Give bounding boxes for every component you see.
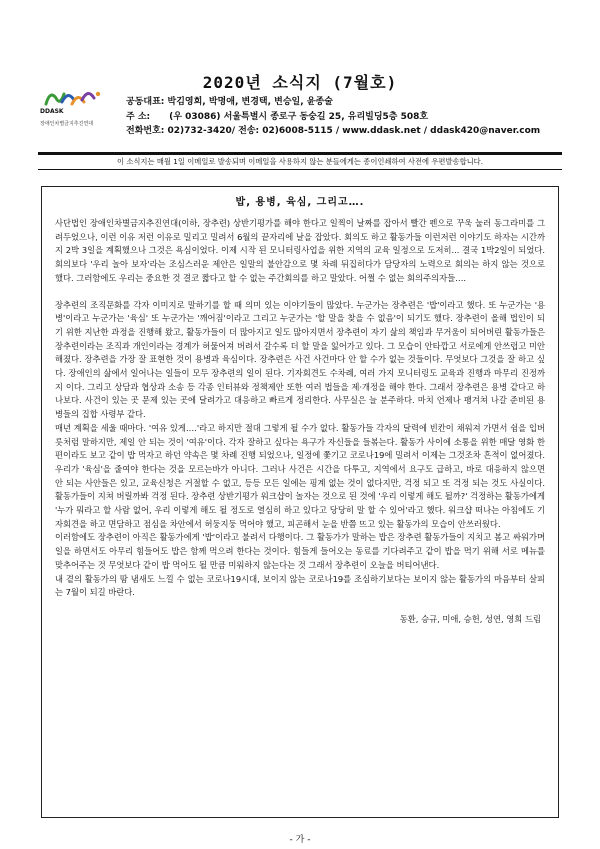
article-paragraph: 이러함에도 장추련이 아직은 활동가에게 '밥'이라고 불려서 다행이다. 그 활동가가 말하는 밥은 장추련 활동가들이 지치고 봄고 싸워가며 일을 하면서도 아무리 힘들어도 밥은 함께 먹으려 한다는 것이다. 힘들게 들어오는 동료를 기다려주고 같이 밥을 먹기 위해 서로 메뉴를 맞추어주는 것 무엇보다 같이 밥 먹어도 될 만큼 미워하지 않는다는 것 그래서 장추련이 오늘을 버티어낸다. [55,532,545,570]
article-box [41,186,559,818]
contact-block [126,95,540,139]
phone-row [126,124,540,139]
article-paragraph: 내 곁의 활동가의 땀 냄새도 느낄 수 없는 코로나19시대, 보이지 않는 코로나19를 조심하기보다는 보이지 않는 활동가의 마음부터 살피는 7월이 되길 바란다. [55,573,545,598]
address-label: 주 소: [126,111,151,122]
page-number: - 가 - [289,835,311,845]
delivery-notice: 이 소식지는 매월 1일 이메일로 발송되며 이메일을 사용하지 않는 분들에게는 종이인쇄하여 사전에 우편발송합니다. [116,157,484,166]
phone-label: 전화번호: [126,126,165,136]
representatives-value: 박김영희, 박명애, 변경택, 변승일, 윤종술 [167,97,333,107]
article-title: 밥, 용병, 육심, 그리고…. [235,197,365,208]
address-row [126,110,540,125]
notice-divider [38,169,562,170]
article-paragraph: 매년 계획을 세울 때마다. '여유 있게….'라고 하지만 절대 그렇게 될 수가 없다. 활동가들 각자의 달력에 빈칸이 채워져 가면서 쉼을 입버릇처럼 말하지만, 제일 안 되는 것이 '여유'이다. 각자 잘하고 싶다는 욕구가 자신들을 들볶는다. 활동가 사이에 소통을 위한 매달 영화 한편이라도 보고 같이 밥 먹자고 하던 약속은 몇 차례 진행 되었으나, 일정에 쫓기고 코로나19에 밀려서 이제는 그것조차 흔적이 없어졌다. 우리가 '육심'을 줄여야 한다는 것을 모르는바가 아니다. 그러나 사건은 시간을 다투고, 지역에서 요구도 급하고, 바로 대응하지 않으면 안 되는 사안들은 있고, 교육신청은 거절할 수 없고, 등등 모든 일에는 핑계 없는 것이 없다지만, 걱정 되고 또 걱정 되는 것도 사실이다. 활동가들이 지쳐 버릴까봐 걱정 된다. 장추련 상반기평가 워크샵이 놀자는 것으로 된 것에 '우리 이렇게 해도 될까?' 걱정하는 활동가에게 '누가 뭐라고 할 사람 없어, 우리 이렇게 해도 될 정도로 열심히 하고 있다고 당당히 말 할 수 있어'라고 했다. 워크샵 떠나는 아침에도 기자회견을 하고 면담하고 점심을 차안에서 허둥지둥 먹어야 했고, 피곤해서 눈을 반쯤 뜨고 있는 활동가의 모습이 안쓰러웠다. [55,422,545,529]
logo-org-name: 장애인차별금지추진연대 [40,121,94,127]
phone-value: 02)732-3420/ 전송: 02)6008-5115 / www.ddask.net / ddask420@naver.com [167,126,541,136]
ddask-logo [40,88,112,140]
logo-brand-text: DDASK [40,108,64,115]
newsletter-title: 2020년 소식지 (7월호) [202,73,398,92]
article-paragraph: 사단법인 장애인차별금지추진연대(이하, 장추련) 상반기평가를 해야 한다고 일찍이 날짜를 잡아서 빨간 펜으로 꾸욱 눌러 동그라미를 그려두었으나, 이런 이유 저런 이유로 밀리고 밀려서 6월의 끝자리에 날을 잡았다. 회의도 하고 활동가들 이런저런 이야기도 하자는 시간까지 2박 3일을 계획했으나 그것은 욕심이었다. 이제 시작 된 모니터링사업을 위한 지역의 교육 일정으로 도저히... 결국 1박2일이 되었다. 회의보다 '우리 놀아 보자'라는 조심스러운 제안은 일말의 불안감으로 몇 차례 뒤집히다가 담당자의 노력으로 회의는 하지 않는 것으로 했다. 그러함에도 우리는 중요한 것 결코 짧다고 할 수 없는 주간회의를 하고 말았다. 어쩔 수 없는 회의주의자들…. [55,218,545,283]
representatives-label: 공동대표: [126,97,165,107]
article-signature: 동환, 승규, 미애, 승헌, 성연, 영희 드림 [399,613,541,624]
address-value: (우 03086) 서울특별시 종로구 동숭길 25, 유리빌딩5층 508호 [169,111,429,122]
article-paragraph: 장추련의 조직문화를 각자 이미지로 말하기를 할 때 의미 있는 이야기들이 많았다. 누군가는 장추련은 '밥'이라고 했다. 또 누군가는 '용병'이라고 누군가는 '육심' 또 누군가는 '깨어짐'이라고 그리고 누군가는 '할 말을 찾을 수 없음'이 되기도 했다. 장추련이 올해 법인이 되기 위한 지난한 과정을 진행해 왔고, 활동가들이 더 많아지고 일도 많아지면서 장추련이 자기 삶의 책임과 무거움이 되어버린 활동가들은 장추련이라는 조직과 개인이라는 경계가 허물어져 버려서 갈수록 더 할 말을 잃어가고 있다. 그 모습이 안타깝고 서로에게 안쓰럽고 미안해졌다. 장추련을 가장 잘 표현한 것이 용병과 육심이다. 장추련은 사건 사건마다 안 할 수가 없는 것들이다. 무엇보다 그것을 잘 하고 싶다. 장애인의 삶에서 일어나는 일들이 모두 장추련의 일이 된다. 기자회견도 수차례, 여러 가지 모니터링도 교육과 진행과 마무리 진정까지 이다. 그리고 상담과 협상과 소송 등 각종 인터뷰와 정책제안 또한 여러 법들을 제·개정을 해야 한다. 그래서 장추련은 용병 같다고 하나보다. 사건이 있는 곳 문제 있는 곳에 달려가고 대응하고 빠르게 정리한다. 사무실은 늘 분주하다. 마치 언제나 팽겨쳐 나갈 준비된 용병들의 집합 사령부 같다. [55,299,545,420]
representatives-row [126,95,540,110]
logo-mark-icon [40,88,112,110]
